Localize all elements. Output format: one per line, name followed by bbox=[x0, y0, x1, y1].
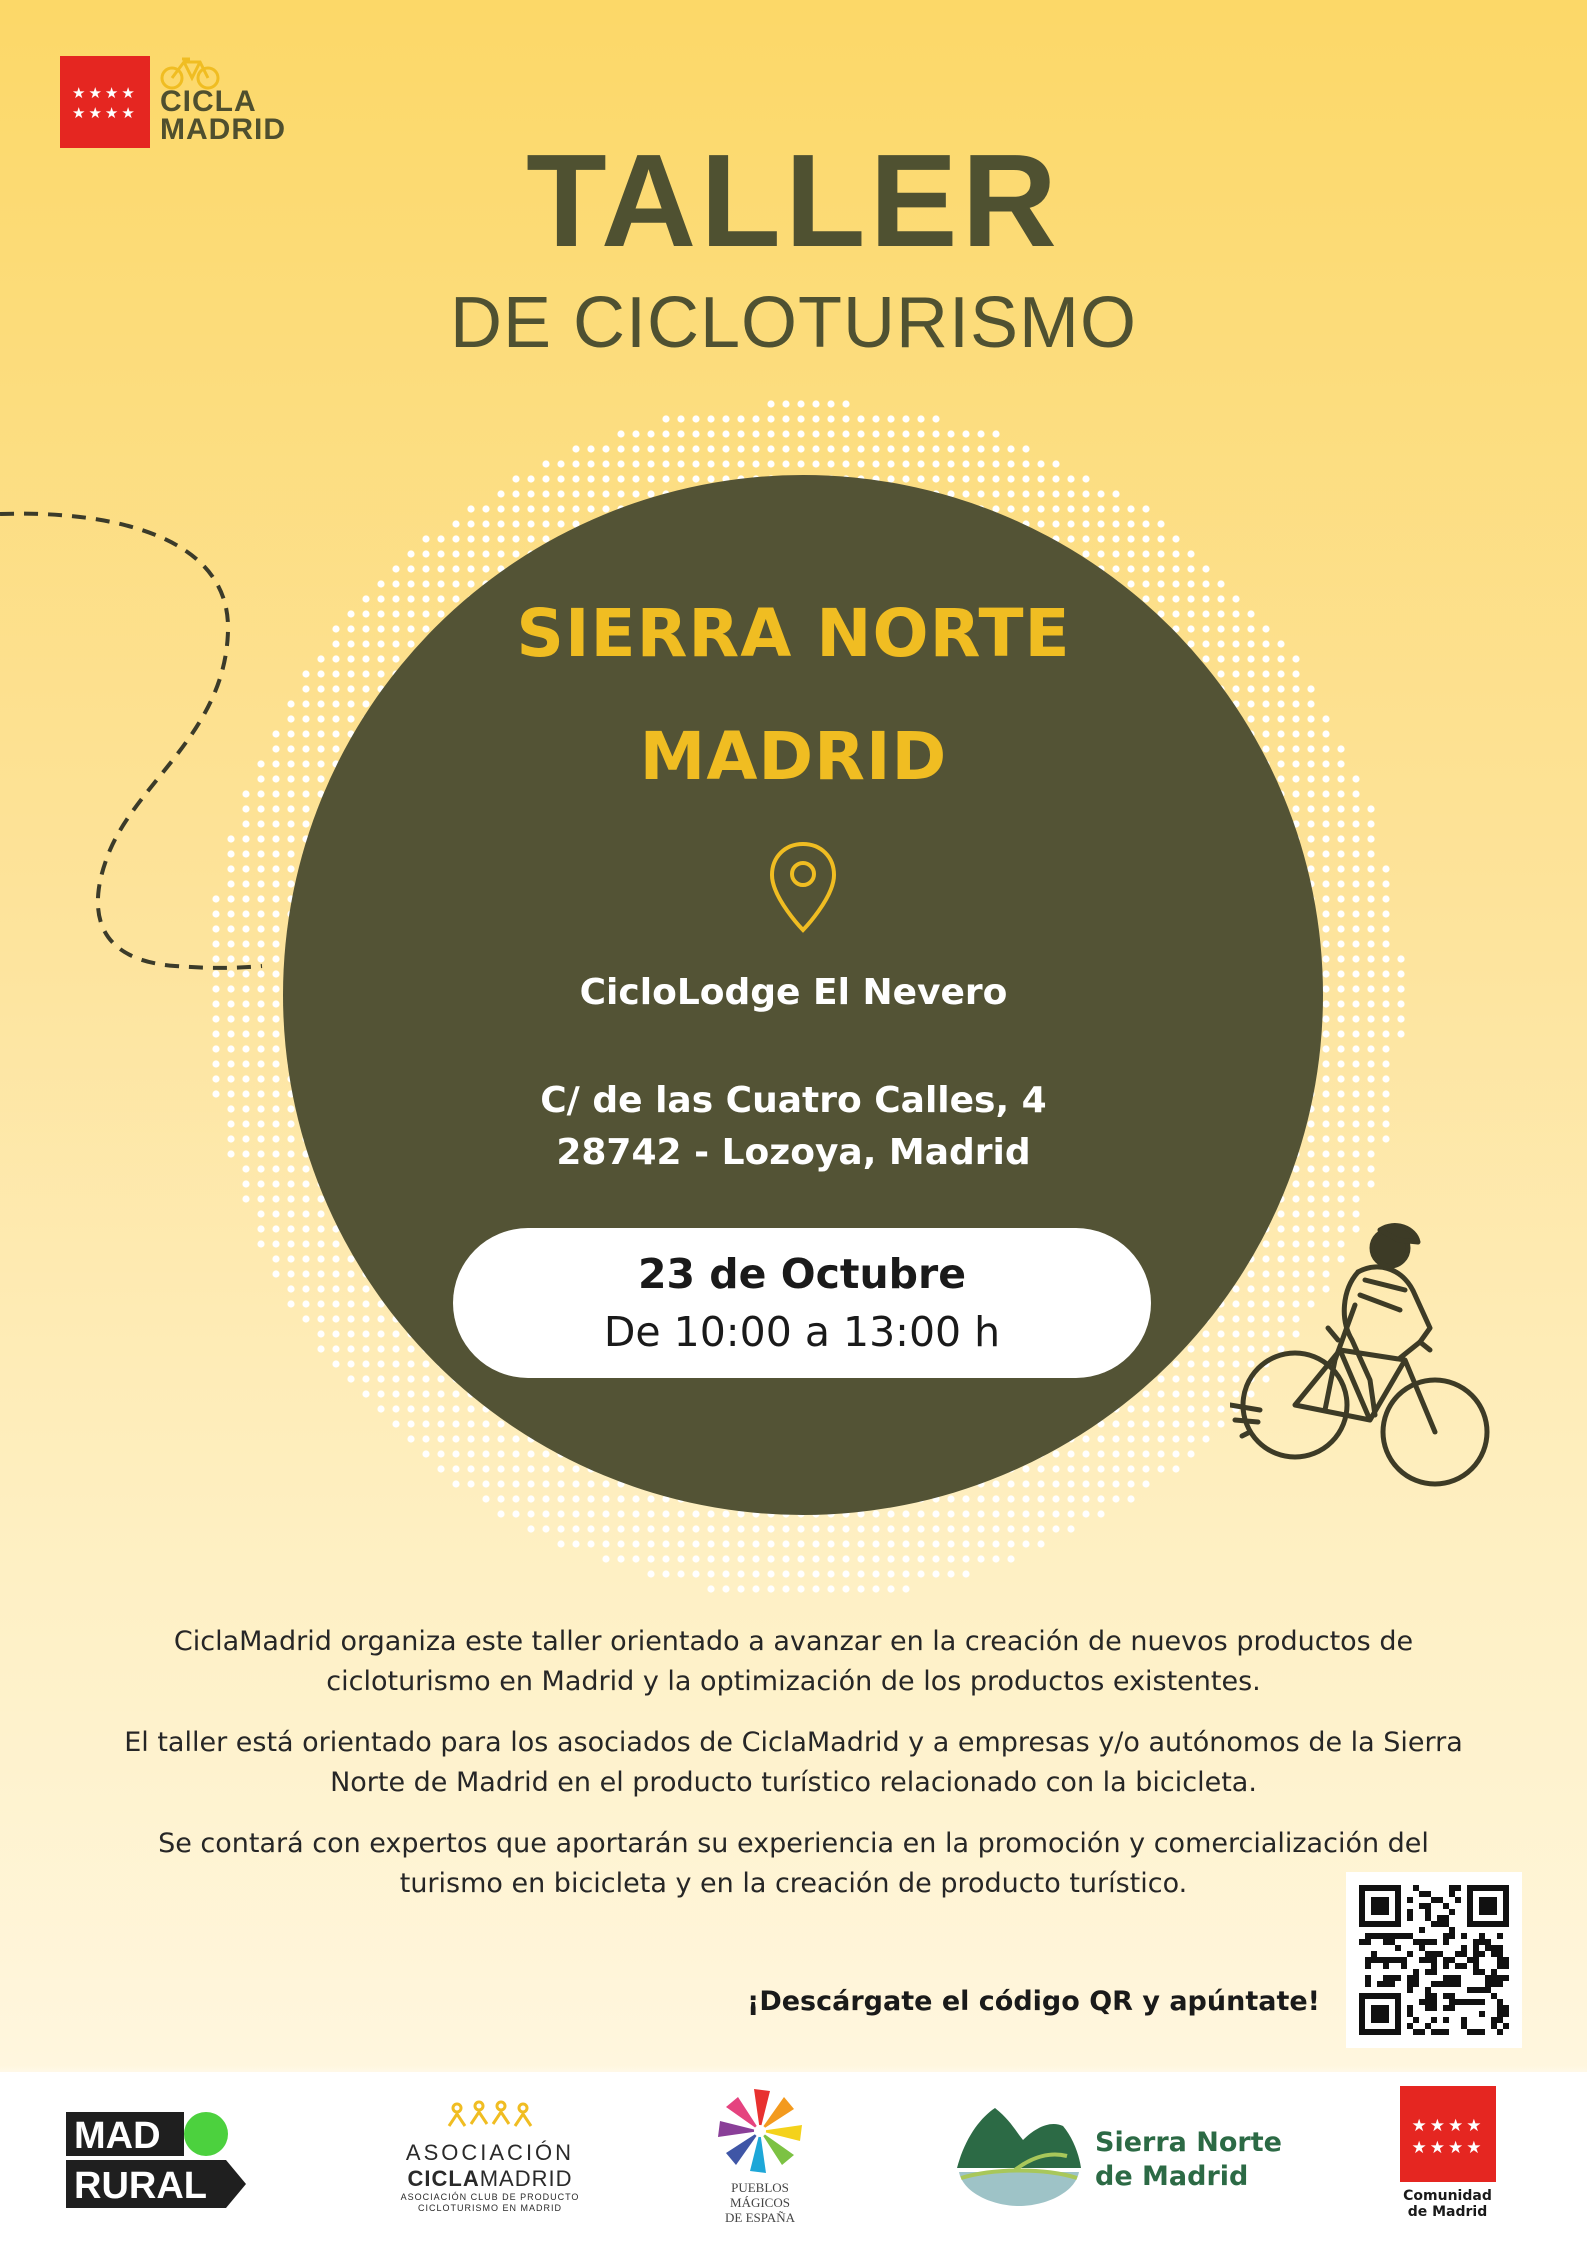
description-p1-line2: cicloturismo en Madrid y la optimización de los productos existentes. bbox=[326, 1666, 1261, 1697]
pueblos-line1: PUEBLOS bbox=[731, 2180, 789, 2195]
mountains-icon bbox=[955, 2098, 1083, 2208]
address-line1: C/ de las Cuatro Calles, 4 bbox=[540, 1080, 1047, 1121]
cm-stars-bottom: ★★★★ bbox=[1411, 2138, 1485, 2158]
pueblos-magicos-logo bbox=[705, 2086, 815, 2225]
description-paragraph-1 bbox=[100, 1622, 1487, 1702]
sierra-norte-logo bbox=[955, 2098, 1295, 2208]
address-line2: 28742 - Lozoya, Madrid bbox=[556, 1132, 1031, 1173]
comunidad-line2: de Madrid bbox=[1407, 2204, 1488, 2220]
brand-line2: MADRID bbox=[160, 113, 286, 146]
page-title: TALLER bbox=[526, 127, 1061, 274]
pinwheel-icon bbox=[712, 2086, 808, 2176]
asociacion-madrid: MADRID bbox=[479, 2166, 573, 2191]
asociacion-line4: CICLOTURISMO EN MADRID bbox=[417, 2203, 562, 2213]
asociacion-ciclamadrid-logo bbox=[395, 2100, 585, 2214]
region-name-line1: SIERRA NORTE bbox=[516, 595, 1071, 672]
flag-stars-top: ★★★★ bbox=[72, 84, 138, 102]
brand-line1: CICLA bbox=[160, 85, 257, 118]
location-pin-icon bbox=[766, 840, 840, 936]
cyclist-illustration bbox=[1230, 1210, 1500, 1500]
cm-stars-top: ★★★★ bbox=[1411, 2116, 1485, 2136]
asociacion-cicla: CICLA bbox=[407, 2166, 480, 2191]
flag-stars-bottom: ★★★★ bbox=[72, 104, 138, 122]
event-date: 23 de Octubre bbox=[637, 1250, 967, 1298]
description-p2-line1: El taller está orientado para los asociados de CiclaMadrid y a empresas y/o autónomos de la Sierra bbox=[124, 1727, 1463, 1758]
sponsor-footer bbox=[0, 2072, 1587, 2245]
mad-rural-logo bbox=[66, 2108, 256, 2208]
date-time-pill bbox=[453, 1228, 1151, 1378]
qr-call-to-action: ¡Descárgate el código QR y apúntate! bbox=[747, 1986, 1320, 2017]
mad-rural-line1: MAD bbox=[74, 2115, 161, 2157]
description-p2-line2: Norte de Madrid en el producto turístico relacionado con la bicicleta. bbox=[330, 1767, 1257, 1798]
description-p3-line2: turismo en bicicleta y en la creación de producto turístico. bbox=[399, 1868, 1188, 1899]
description-paragraph-3 bbox=[100, 1824, 1487, 1904]
qr-code-icon bbox=[1346, 1872, 1522, 2048]
madrid-flag-icon bbox=[1400, 2086, 1496, 2182]
asociacion-line1: ASOCIACIÓN bbox=[405, 2140, 575, 2165]
event-time: De 10:00 a 13:00 h bbox=[603, 1308, 1001, 1356]
asociacion-line3: ASOCIACIÓN CLUB DE PRODUCTO bbox=[400, 2192, 580, 2202]
sierra-norte-wordmark bbox=[1095, 2126, 1282, 2194]
people-group-icon bbox=[445, 2100, 535, 2136]
comunidad-line1: Comunidad bbox=[1403, 2188, 1492, 2204]
venue-name: CicloLodge El Nevero bbox=[579, 972, 1008, 1013]
registration-qr-code[interactable] bbox=[1346, 1872, 1522, 2048]
description-p3-line1: Se contará con expertos que aportarán su experiencia en la promoción y comercialización del bbox=[158, 1828, 1429, 1859]
mad-rural-line2: RURAL bbox=[74, 2165, 207, 2207]
pueblos-line2: MÁGICOS bbox=[730, 2195, 790, 2210]
sierra-line2: de Madrid bbox=[1095, 2161, 1249, 2192]
comunidad-madrid-logo bbox=[1395, 2086, 1500, 2220]
description-paragraph-2 bbox=[100, 1723, 1487, 1803]
region-name-line2: MADRID bbox=[639, 718, 948, 795]
description-p1-line1: CiclaMadrid organiza este taller orientado a avanzar en la creación de nuevos productos de bbox=[173, 1626, 1414, 1657]
pueblos-line3: DE ESPAÑA bbox=[725, 2210, 795, 2225]
page-subtitle: DE CICLOTURISMO bbox=[449, 283, 1138, 363]
sierra-line1: Sierra Norte bbox=[1095, 2127, 1282, 2158]
